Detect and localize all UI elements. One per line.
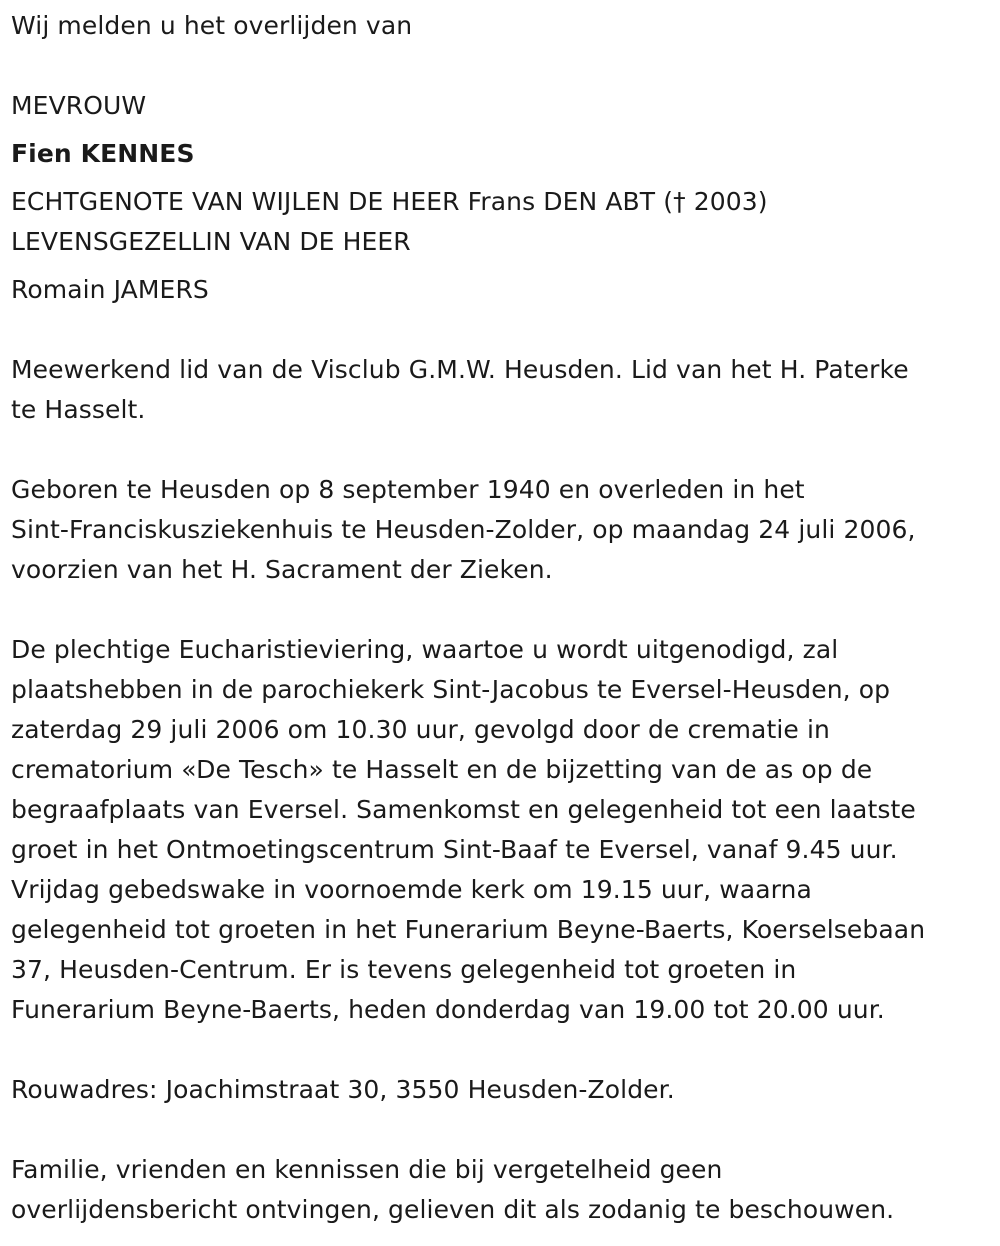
birth-death-line: Geboren te Heusden op 8 september 1940 en overleden in het (11, 475, 805, 504)
membership-line: Meewerkend lid van de Visclub G.M.W. Heusden. Lid van het H. Paterke (11, 355, 909, 384)
ceremony-line: Funerarium Beyne-Baerts, heden donderdag van 19.00 tot 20.00 uur. (11, 995, 885, 1024)
partner-name: Romain JAMERS (11, 275, 209, 304)
closing-line: overlijdensbericht ontvingen, gelieven dit als zodanig te beschouwen. (11, 1195, 895, 1224)
membership-line: te Hasselt. (11, 395, 146, 424)
ceremony-line: begraafplaats van Eversel. Samenkomst en gelegenheid tot een laatste (11, 795, 916, 824)
ceremony-line: 37, Heusden-Centrum. Er is tevens gelegenheid tot groeten in (11, 955, 797, 984)
ceremony-line: groet in het Ontmoetingscentrum Sint-Baaf te Eversel, vanaf 9.45 uur. (11, 835, 898, 864)
ceremony-line: zaterdag 29 juli 2006 om 10.30 uur, gevolgd door de crematie in (11, 715, 830, 744)
intro-text: Wij melden u het overlijden van (11, 11, 413, 40)
ceremony-line: crematorium «De Tesch» te Hasselt en de bijzetting van de as op de (11, 755, 873, 784)
mourning-address: Rouwadres: Joachimstraat 30, 3550 Heusden-Zolder. (11, 1075, 675, 1104)
ceremony-line: gelegenheid tot groeten in het Funerarium Beyne-Baerts, Koerselsebaan (11, 915, 926, 944)
ceremony-line: plaatshebben in de parochiekerk Sint-Jacobus te Eversel-Heusden, op (11, 675, 891, 704)
deceased-name: Fien KENNES (11, 139, 195, 168)
birth-death-line: voorzien van het H. Sacrament der Zieken. (11, 555, 553, 584)
partner-line: LEVENSGEZELLIN VAN DE HEER (11, 227, 411, 256)
closing-line: Familie, vrienden en kennissen die bij vergetelheid geen (11, 1155, 723, 1184)
honorific-title: MEVROUW (11, 91, 147, 120)
spouse-line: ECHTGENOTE VAN WIJLEN DE HEER Frans DEN ABT († 2003) (11, 187, 768, 216)
ceremony-line: Vrijdag gebedswake in voornoemde kerk om 19.15 uur, waarna (11, 875, 812, 904)
birth-death-line: Sint-Franciskusziekenhuis te Heusden-Zolder, op maandag 24 juli 2006, (11, 515, 916, 544)
ceremony-line: De plechtige Eucharistieviering, waartoe u wordt uitgenodigd, zal (11, 635, 839, 664)
